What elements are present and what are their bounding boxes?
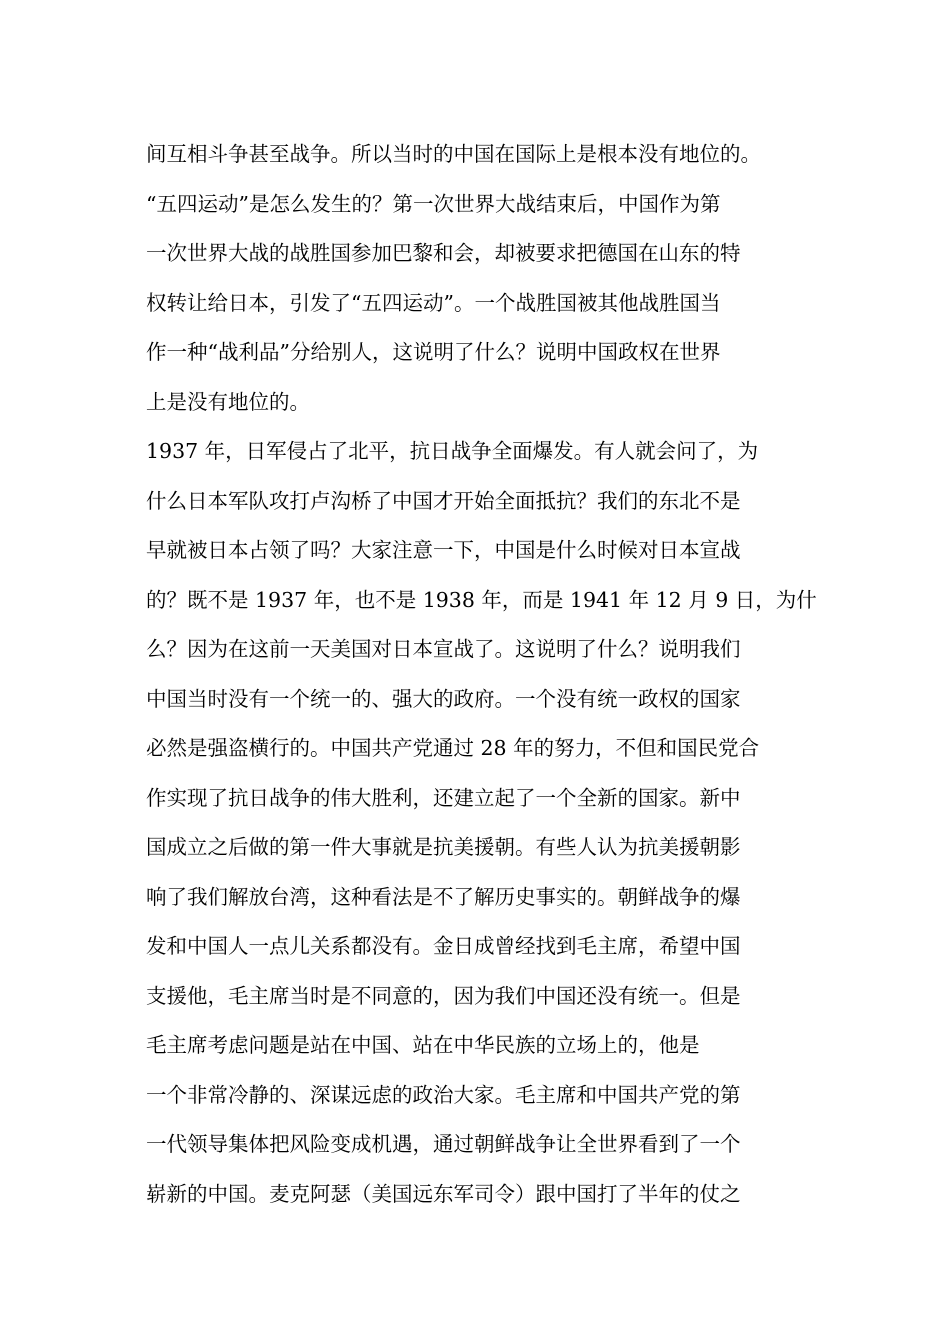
text-line: 上是没有地位的。 <box>146 389 310 414</box>
text-line: 作实现了抗日战争的伟大胜利，还建立起了一个全新的国家。新中 <box>146 785 741 810</box>
text-line: 一次世界大战的战胜国参加巴黎和会，却被要求把德国在山东的特 <box>146 241 741 265</box>
text-line: 的？既不是 1937 年，也不是 1938 年，而是 1941 年 12 月 9 日，为什 <box>146 587 817 612</box>
text-line: 作一种“战利品”分给别人，这说明了什么？说明中国政权在世界 <box>146 340 721 364</box>
text-line: 1937 年，日军侵占了北平，抗日战争全面爆发。有人就会问了，为 <box>146 439 759 463</box>
text-line: 国成立之后做的第一件大事就是抗美援朝。有些人认为抗美援朝影 <box>146 835 741 859</box>
text-line: 间互相斗争甚至战争。所以当时的中国在国际上是根本没有地位的。 <box>146 142 761 166</box>
text-line: 必然是强盗横行的。中国共产党通过 28 年的努力，不但和国民党合 <box>146 736 760 760</box>
text-line: 什么日本军队攻打卢沟桥了中国才开始全面抵抗？我们的东北不是 <box>146 488 741 513</box>
text-line: 响了我们解放台湾，这种看法是不了解历史事实的。朝鲜战争的爆 <box>146 884 741 909</box>
text-line: 毛主席考虑问题是站在中国、站在中华民族的立场上的，他是 <box>146 1033 700 1057</box>
body-text <box>146 130 826 1219</box>
text-line: 一个非常冷静的、深谋远虑的政治大家。毛主席和中国共产党的第 <box>146 1082 741 1107</box>
text-line: 崭新的中国。麦克阿瑟（美国远东军司令）跟中国打了半年的仗之 <box>146 1181 741 1206</box>
text-line: 发和中国人一点儿关系都没有。金日成曾经找到毛主席，希望中国 <box>146 934 741 958</box>
text-line: 一代领导集体把风险变成机遇，通过朝鲜战争让全世界看到了一个 <box>146 1132 741 1156</box>
text-line: 早就被日本占领了吗？大家注意一下，中国是什么时候对日本宣战 <box>146 538 741 562</box>
text-line: 中国当时没有一个统一的、强大的政府。一个没有统一政权的国家 <box>146 686 741 711</box>
text-line: 支援他，毛主席当时是不同意的，因为我们中国还没有统一。但是 <box>146 983 741 1008</box>
text-line: 权转让给日本，引发了“五四运动”。一个战胜国被其他战胜国当 <box>146 290 721 315</box>
text-line: “五四运动”是怎么发生的？第一次世界大战结束后，中国作为第 <box>146 191 721 216</box>
text-line: 么？因为在这前一天美国对日本宣战了。这说明了什么？说明我们 <box>146 637 741 661</box>
